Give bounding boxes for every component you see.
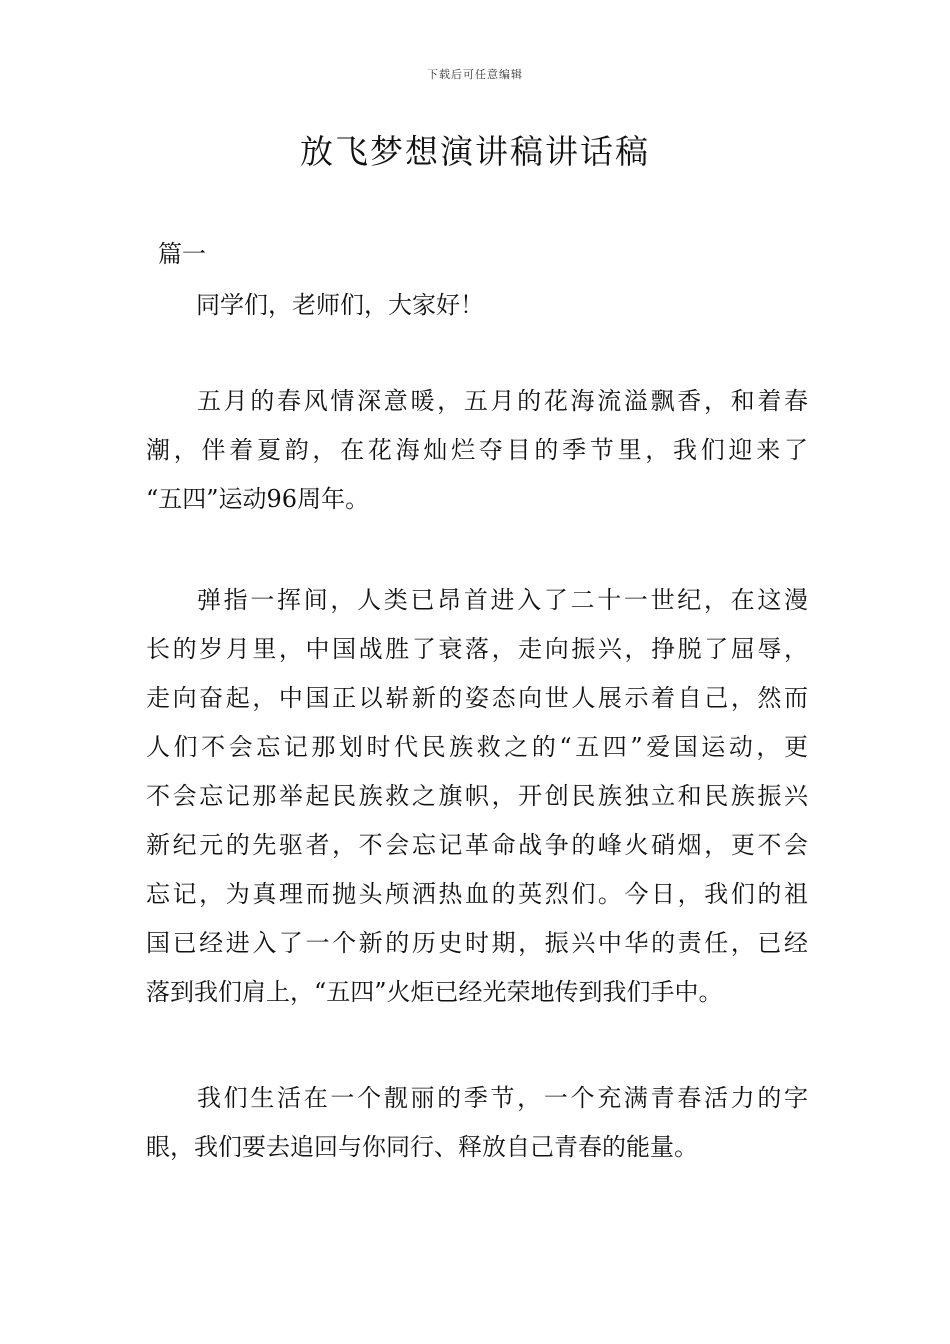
header-note: 下载后可任意编辑 bbox=[427, 68, 523, 81]
document-title: 放飞梦想演讲稿讲话稿 bbox=[300, 132, 650, 171]
paragraph-2 bbox=[146, 576, 808, 1017]
paragraph-line: 不会忘记那举起民族救之旗帜，开创民族独立和民族振兴 bbox=[146, 782, 808, 810]
paragraph-line: 国已经进入了一个新的历史时期，振兴中华的责任，已经 bbox=[146, 929, 808, 957]
paragraph-line: 潮，伴着夏韵，在花海灿烂夺目的季节里，我们迎来了 bbox=[146, 436, 808, 464]
paragraph-line: 落到我们肩上，“五四”火炬已经光荣地传到我们手中。 bbox=[146, 978, 723, 1006]
paragraph-line: 走向奋起，中国正以崭新的姿态向世人展示着自己，然而 bbox=[146, 684, 808, 712]
paragraph-line: 眼，我们要去追回与你同行、释放自己青春的能量。 bbox=[146, 1133, 698, 1161]
paragraph-line: 五月的春风情深意暖，五月的花海流溢飘香，和着春 bbox=[197, 387, 808, 415]
paragraph-line: 忘记，为真理而抛头颅洒热血的英烈们。今日，我们的祖 bbox=[146, 880, 808, 908]
paragraph-line: 长的岁月里，中国战胜了衰落，走向振兴，挣脱了屈辱， bbox=[146, 635, 808, 663]
paragraph-line: 新纪元的先驱者，不会忘记革命战争的峰火硝烟，更不会 bbox=[146, 831, 808, 859]
paragraph-line: 我们生活在一个靓丽的季节，一个充满青春活力的字 bbox=[197, 1084, 808, 1112]
paragraph-3 bbox=[146, 1074, 808, 1172]
paragraph-line: 弹指一挥间，人类已昂首进入了二十一世纪，在这漫 bbox=[197, 586, 808, 614]
paragraph-line: “五四”运动96周年。 bbox=[146, 485, 370, 513]
paragraph-1 bbox=[146, 377, 808, 524]
section-label: 篇一 bbox=[158, 240, 206, 268]
greeting-line: 同学们，老师们，大家好！ bbox=[196, 291, 484, 319]
paragraph-line: 人们不会忘记那划时代民族救之的“五四”爱国运动，更 bbox=[146, 733, 808, 761]
